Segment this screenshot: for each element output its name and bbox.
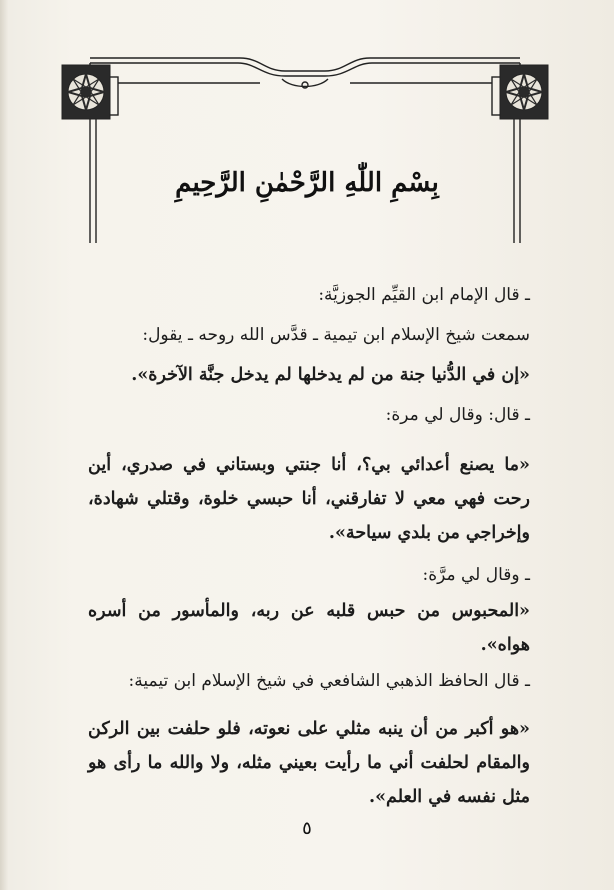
quote-paragraph: «إن في الدُّنيا جنة من لم يدخلها لم يدخل جنَّة الآخرة». — [131, 365, 530, 385]
right-rosette-ornament — [500, 65, 548, 119]
basmala-heading: بِسْمِ اللّٰهِ الرَّحْمٰنِ الرَّحِيمِ — [175, 168, 439, 198]
narration-line: ـ وقال لي مرَّة: — [422, 565, 530, 585]
narration-line: سمعت شيخ الإسلام ابن تيمية ـ قدَّس الله روحه ـ يقول: — [142, 325, 530, 345]
narration-line: ـ قال الحافظ الذهبي الشافعي في شيخ الإسلام ابن تيمية: — [128, 671, 530, 691]
left-rosette-ornament — [62, 65, 110, 119]
quote-paragraph: «المحبوس من حبس قلبه عن ربه، والمأسور من أسره هواه». — [88, 601, 530, 655]
page-edge-shadow — [0, 0, 8, 890]
quote-paragraph: «هو أكبر من أن ينبه مثلي على نعوته، فلو حلفت بين الركن والمقام لحلفت أني ما رأيت بعيني مثله، ولا والله ما رأى هو مثل نفسه في العلم». — [88, 719, 530, 807]
narration-line: ـ قال: وقال لي مرة: — [385, 405, 530, 425]
ornamental-header-frame — [60, 55, 550, 245]
quote-paragraph: «ما يصنع أعدائي بي؟، أنا جنتي وبستاني في صدري، أين رحت فهي معي لا تفارقني، أنا حبسي خلوة، وقتلي شهادة، وإخراجي من بلدي سياحة». — [88, 455, 530, 543]
narration-line: ـ قال الإمام ابن القيِّم الجوزيَّة: — [318, 285, 530, 305]
page-number: ٥ — [302, 818, 312, 839]
page-body-text — [88, 278, 530, 814]
